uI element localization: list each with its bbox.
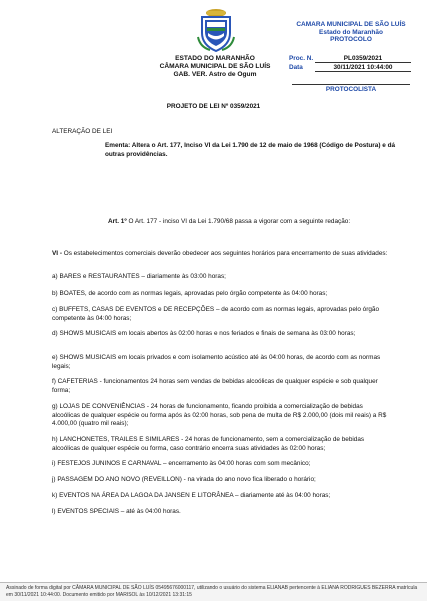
item-j: j) PASSAGEM DO ANO NOVO (REVEILLON) - na virada do ano novo fica liberado o horário; [52, 476, 316, 483]
protocol-header [292, 21, 410, 44]
protocolista-label: PROTOCOLISTA [292, 84, 410, 93]
state-name: ESTADO DO MARANHÃO [175, 55, 255, 62]
document-title: PROJETO DE LEI Nº 0359/2021 [166, 103, 261, 110]
item-g: g) LOJAS DE CONVENIÊNCIAS - 24 horas de funcionamento, ficando proibida a comercialização de bebidas alcoólicas de qualquer espécie ou forma após às 02:00 horas, sob pena de multa de R$ 2.000,00 (dois mil reais) a R$ 4.000,00 (quatro mil reais); [52, 403, 387, 427]
digital-signature-footer [0, 582, 427, 601]
item-k: k) EVENTOS NA ÁREA DA LAGOA DA JANSEN E LITORÂNEA – diariamente até às 04:00 horas; [52, 492, 331, 499]
item-b: b) BOATES, de acordo com as normas legais, aprovadas pelo órgão competente às 04:00 horas; [52, 290, 328, 297]
date-row [289, 64, 411, 73]
article-1-text: O Art. 177 - inciso VI da Lei 1.790/68 passa a vigorar com a seguinte redação: [126, 218, 351, 225]
ementa-text: Ementa: Altera o Art. 177, Inciso VI da Lei 1.790 de 12 de maio de 1968 (Código de Postura) e dá outras providências. [105, 142, 396, 158]
protocol-state: Estado do Maranhão [319, 28, 383, 36]
coat-of-arms-icon [196, 7, 236, 53]
item-h: h) LANCHONETES, TRAILES E SIMILARES - 24 horas de funcionamento, sem a comercialização de bebidas alcoólicas de qualquer espécie ou forma, caso contrário encerra suas atividades às 02:00 horas; [52, 436, 365, 452]
item-f: f) CAFETERIAS - funcionamentos 24 horas sem vendas de bebidas alcoólicas de qualquer espécie e sob qualquer forma; [52, 378, 378, 394]
inciso-vi-label: VI - [52, 250, 62, 257]
proc-number-row [289, 55, 411, 64]
protocol-org: CAMARA MUNICIPAL DE SÃO LUÍS [296, 21, 406, 28]
protocol-title: PROTOCOLO [330, 36, 372, 44]
item-d: d) SHOWS MUSICAIS em locais abertos às 02:00 horas e nos feriados e finais de semana às 03:00 horas; [52, 330, 356, 337]
date-value: 30/11/2021 10:44:00 [315, 64, 411, 72]
item-a: a) BARES e RESTAURANTES – diariamente às 03:00 horas; [52, 273, 226, 280]
item-c: c) BUFFETS, CASAS DE EVENTOS e DE RECEPÇÕES – de acordo com as normas legais, aprovadas pelo órgão competente às 04:00 horas; [52, 306, 380, 322]
article-1-label: Art. 1º [108, 218, 127, 225]
inciso-vi [52, 250, 392, 259]
article-1 [108, 218, 398, 227]
inciso-vi-text: Os estabelecimentos comerciais deverão obedecer aos seguintes horários para encerramento de suas atividades: [61, 250, 388, 257]
item-l: l) EVENTOS SPECIAIS – até às 04:00 horas. [52, 508, 181, 515]
item-e: e) SHOWS MUSICAIS em locais privados e com isolamento acústico até às 04:00 horas, de acordo com as normas legais; [52, 354, 381, 370]
proc-label: Proc. N. [289, 55, 314, 62]
item-i: i) FESTEJOS JUNINOS E CARNAVAL – encerramento às 04:00 horas com som mecânico; [52, 460, 311, 467]
date-label: Data [289, 64, 303, 71]
proc-value: PL0359/2021 [315, 55, 411, 63]
issuer-block [150, 55, 280, 79]
document-subject: ALTERAÇÃO DE LEI [52, 128, 113, 135]
digital-signature-text: Assinado de forma digital por CÂMARA MUNICIPAL DE SÃO LUÍS 05495676000117, utilizando o usuário do sistema ELIANAB pertencente à ELIANA RODRIGUES BEZERRA matrícula em 30/11/2021 10:44:00. Documento emitido por MARISOL às 10/12/2021 13:31:15 [6, 585, 418, 598]
chamber-name: CÂMARA MUNICIPAL DE SÃO LUÍS [159, 63, 271, 70]
office-name: GAB. VER. Astro de Ogum [173, 71, 257, 78]
